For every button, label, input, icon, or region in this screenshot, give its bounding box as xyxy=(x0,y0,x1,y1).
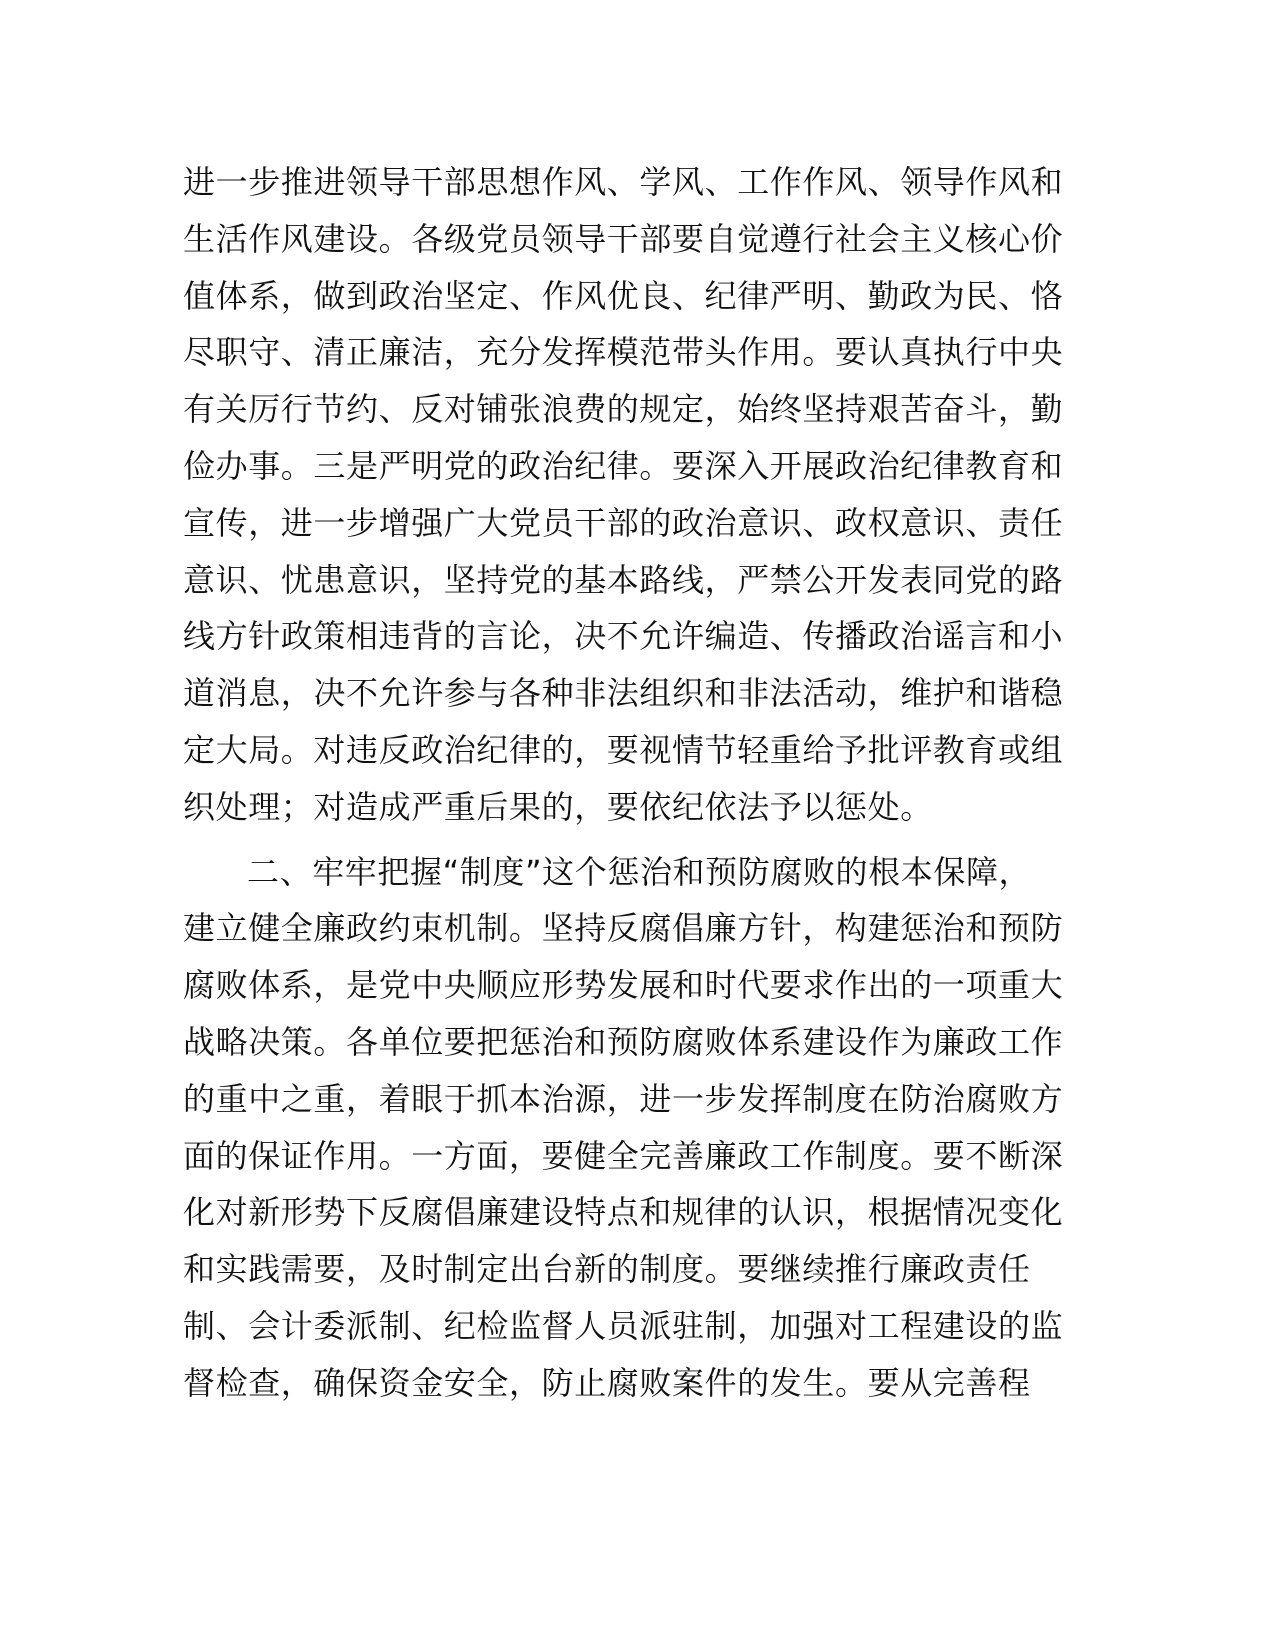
text-line: 意识、忧患意识，坚持党的基本路线，严禁公开发表同党的路 xyxy=(183,560,1064,599)
text-line: 值体系，做到政治坚定、作风优良、纪律严明、勤政为民、恪 xyxy=(183,276,1064,315)
text-line: 腐败体系，是党中央顺应形势发展和时代要求作出的一项重大 xyxy=(183,966,1064,1005)
body-text xyxy=(183,154,1063,1412)
text-line: 定大局。对违反政治纪律的，要视情节轻重给予批评教育或组 xyxy=(183,730,1064,769)
text-line: 尽职守、清正廉洁，充分发挥模范带头作用。要认真执行中央 xyxy=(183,333,1064,372)
text-line: 建立健全廉政约束机制。坚持反腐倡廉方针，构建惩治和预防 xyxy=(183,909,1064,948)
text-line: 二、牢牢把握“制度”这个惩治和预防腐败的根本保障， xyxy=(247,852,1032,891)
text-line: 进一步推进领导干部思想作风、学风、工作作风、领导作风和 xyxy=(183,163,1064,201)
paragraph-2 xyxy=(183,844,1063,1412)
text-line: 俭办事。三是严明党的政治纪律。要深入开展政治纪律教育和 xyxy=(183,446,1064,485)
text-line: 道消息，决不允许参与各种非法组织和非法活动，维护和谐稳 xyxy=(183,674,1064,713)
text-line: 督检查，确保资金安全，防止腐败案件的发生。要从完善程 xyxy=(183,1363,1031,1402)
paragraph-spacer xyxy=(183,836,1063,844)
paragraph-1 xyxy=(183,154,1063,836)
text-line: 面的保证作用。一方面，要健全完善廉政工作制度。要不断深 xyxy=(183,1136,1064,1175)
text-line: 化对新形势下反腐倡廉建设特点和规律的认识，根据情况变化 xyxy=(183,1193,1064,1232)
text-line: 线方针政策相违背的言论，决不允许编造、传播政治谣言和小 xyxy=(183,617,1064,656)
text-line: 和实践需要，及时制定出台新的制度。要继续推行廉政责任 xyxy=(183,1250,1031,1289)
text-line: 战略决策。各单位要把惩治和预防腐败体系建设作为廉政工作 xyxy=(183,1022,1064,1061)
text-line: 有关厉行节约、反对铺张浪费的规定，始终坚持艰苦奋斗，勤 xyxy=(183,390,1064,429)
text-line: 织处理；对造成严重后果的，要依纪依法予以惩处。 xyxy=(183,787,933,826)
text-line: 生活作风建设。各级党员领导干部要自觉遵行社会主义核心价 xyxy=(183,219,1064,258)
text-line: 制、会计委派制、纪检监督人员派驻制，加强对工程建设的监 xyxy=(183,1306,1064,1345)
text-line: 宣传，进一步增强广大党员干部的政治意识、政权意识、责任 xyxy=(183,503,1064,542)
text-line: 的重中之重，着眼于抓本治源，进一步发挥制度在防治腐败方 xyxy=(183,1079,1064,1118)
